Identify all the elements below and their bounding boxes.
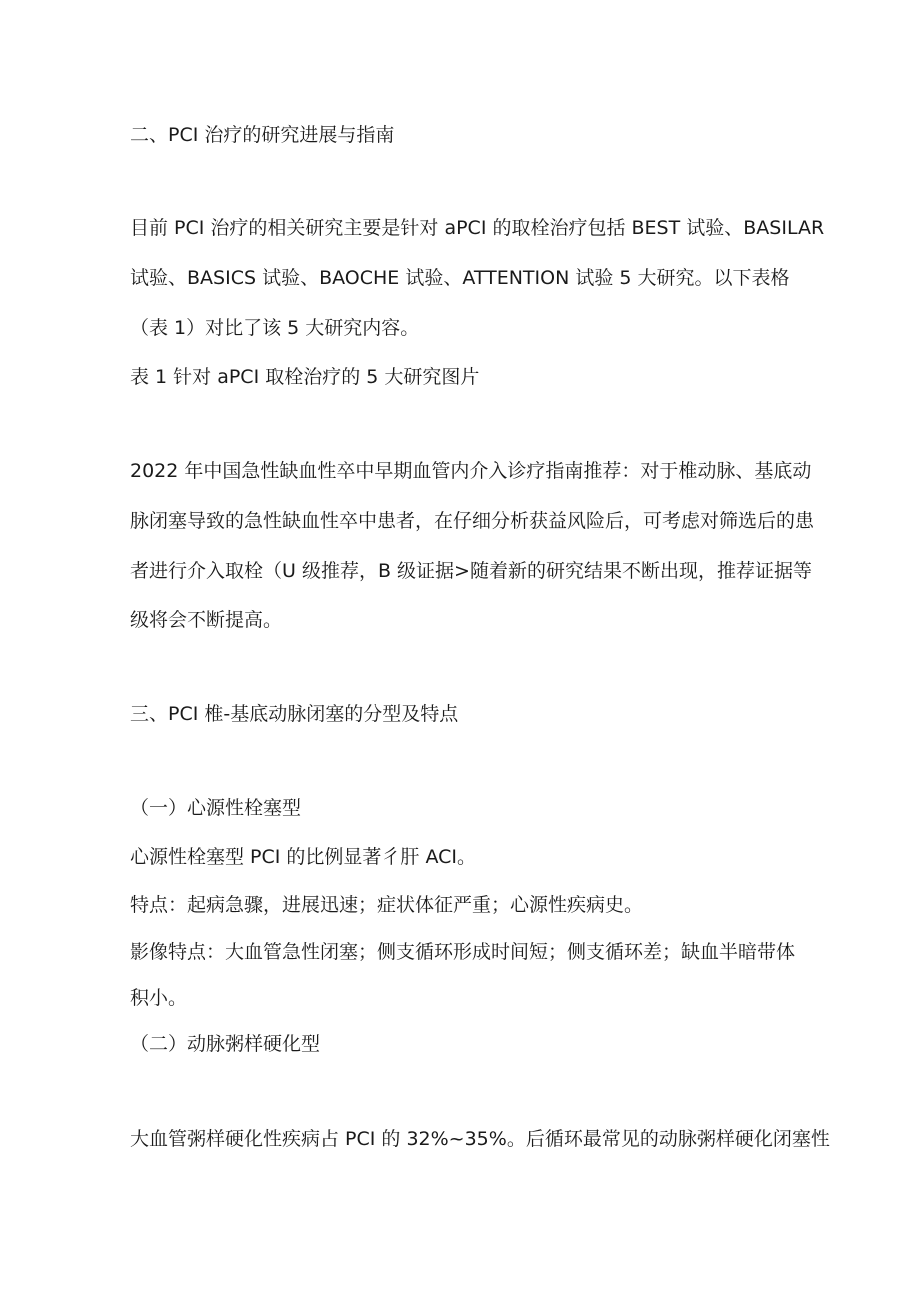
paragraph-line: 级将会不断提高。 (130, 609, 283, 631)
paragraph-line: 积小。 (130, 987, 188, 1009)
paragraph-line: 影像特点：大血管急性闭塞；侧支循环形成时间短；侧支循环差；缺血半暗带体 (130, 941, 796, 963)
paragraph-line: 者进行介入取栓（U 级推荐，B 级证据>随着新的研究结果不断出现，推荐证据等 (130, 560, 812, 582)
section-heading-3: 三、PCI 椎-基底动脉闭塞的分型及特点 (130, 703, 459, 725)
paragraph-line: 目前 PCI 治疗的相关研究主要是针对 aPCI 的取栓治疗包括 BEST 试验、BASILAR (130, 217, 825, 239)
section-heading-2: 二、PCI 治疗的研究进展与指南 (130, 124, 395, 146)
subsection-heading-1: （一）心源性栓塞型 (130, 797, 302, 819)
paragraph-line: 2022 年中国急性缺血性卒中早期血管内介入诊疗指南推荐：对于椎动脉、基底动 (130, 460, 812, 482)
subsection-heading-2: （二）动脉粥样硬化型 (130, 1033, 321, 1055)
paragraph-line: 大血管粥样硬化性疾病占 PCI 的 32%~35%。后循环最常见的动脉粥样硬化闭塞性 (130, 1128, 830, 1150)
paragraph-line: 脉闭塞导致的急性缺血性卒中患者，在仔细分析获益风险后，可考虑对筛选后的患 (130, 510, 815, 532)
paragraph-line: 特点：起病急骤，进展迅速；症状体征严重；心源性疾病史。 (130, 894, 644, 916)
paragraph-line: （表 1）对比了该 5 大研究内容。 (130, 317, 420, 339)
paragraph-line: 试验、BASICS 试验、BAOCHE 试验、ATTENTION 试验 5 大研究。以下表格 (130, 267, 790, 289)
paragraph-line: 心源性栓塞型 PCI 的比例显著彳肝 ACI。 (130, 846, 476, 868)
table-caption: 表 1 针对 aPCI 取栓治疗的 5 大研究图片 (130, 366, 480, 388)
